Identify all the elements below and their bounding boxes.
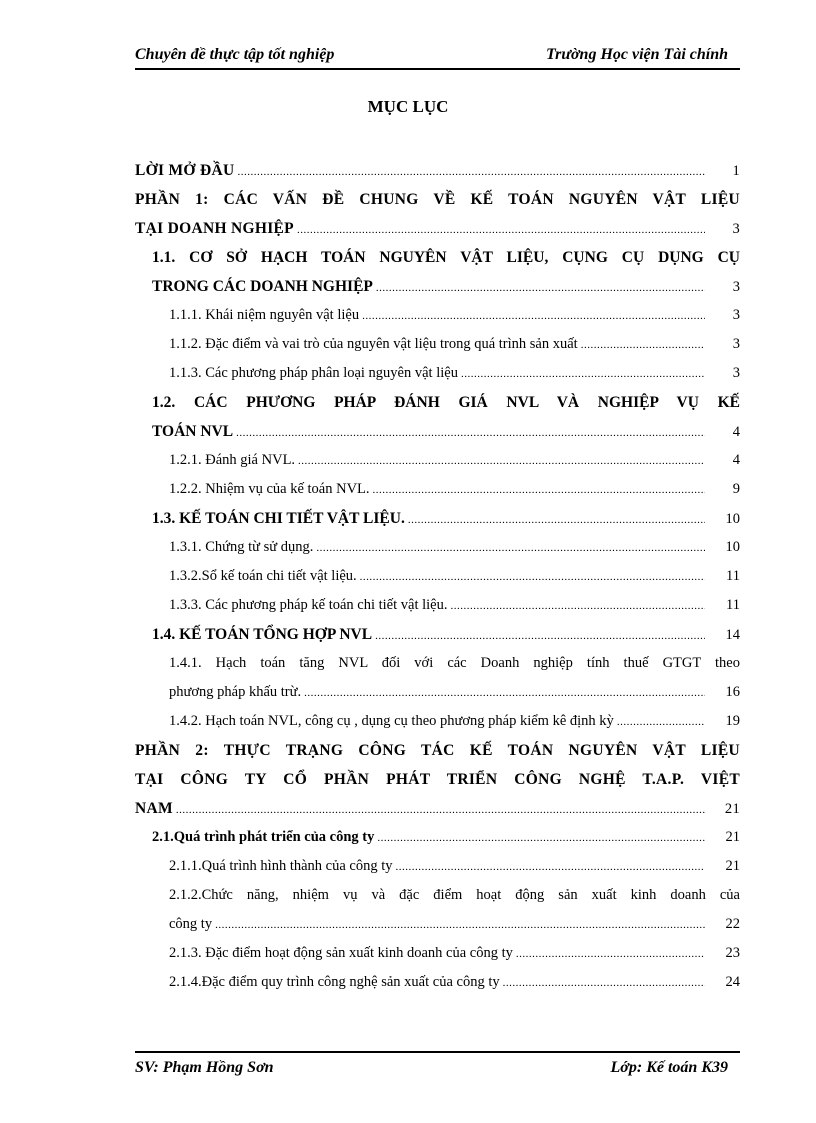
toc-entry — [135, 156, 740, 185]
toc-entry-text: TẠI CÔNG TY CỔ PHẦN PHÁT TRIỂN CÔNG NGHỆ T.A.P. VIỆT — [135, 771, 740, 788]
toc-page-number: 16 — [725, 684, 740, 700]
toc-entry — [135, 939, 740, 968]
toc-page-number: 1 — [732, 163, 740, 179]
toc-page-number: 3 — [732, 279, 740, 295]
toc-page-number: 3 — [732, 221, 740, 237]
toc-page-number: 11 — [726, 597, 740, 613]
toc-leader-dots — [360, 563, 705, 592]
toc-entry-text: PHẦN 2: THỰC TRẠNG CÔNG TÁC KẾ TOÁN NGUYÊN VẬT LIỆU — [135, 742, 740, 759]
toc-page-number: 10 — [725, 511, 740, 527]
toc-leader-dots — [408, 506, 705, 535]
toc-page-number: 9 — [732, 481, 740, 497]
toc-entry — [135, 591, 740, 620]
toc-entry-text: 1.4. KẾ TOÁN TỔNG HỢP NVL — [152, 626, 373, 643]
toc-entry — [135, 562, 740, 591]
toc-entry — [135, 446, 740, 475]
toc-entry — [135, 330, 740, 359]
toc-entry-text: PHẦN 1: CÁC VẤN ĐỀ CHUNG VỀ KẾ TOÁN NGUYÊN VẬT LIỆU — [135, 191, 740, 208]
toc-entry-text: 1.1.2. Đặc điểm và vai trò của nguyên vật liệu trong quá trình sản xuất — [169, 336, 578, 352]
toc-leader-dots — [304, 679, 705, 708]
toc-entry-text: 1.1.1. Khái niệm nguyên vật liệu — [169, 307, 360, 323]
toc-leader-dots — [362, 302, 705, 331]
toc-entry-text: 1.1.3. Các phương pháp phân loại nguyên vật liệu — [169, 365, 458, 381]
toc-entry — [135, 881, 740, 939]
toc-entry — [135, 504, 740, 533]
toc-entry — [135, 185, 740, 243]
toc-entry — [135, 707, 740, 736]
toc-entry — [135, 649, 740, 707]
toc-leader-dots — [236, 419, 705, 448]
header-right-text: Trường Học viện Tài chính — [545, 46, 728, 63]
toc-leader-dots — [377, 824, 705, 853]
toc-page-number: 24 — [725, 974, 740, 990]
toc-leader-dots — [215, 911, 705, 940]
toc-entry — [135, 968, 740, 997]
toc-leader-dots — [176, 796, 705, 825]
toc-leader-dots — [450, 592, 705, 621]
page-footer — [135, 1051, 740, 1077]
toc-entry — [135, 533, 740, 562]
toc-entry-text: 2.1.4.Đặc điểm quy trình công nghệ sản xuất của công ty — [169, 974, 500, 990]
toc-entry — [135, 823, 740, 852]
toc-entry-text: 2.1.2.Chức năng, nhiệm vụ và đặc điểm hoạt động sản xuất kinh doanh của — [169, 887, 740, 903]
toc-entry-text: 1.4.2. Hạch toán NVL, công cụ , dụng cụ theo phương pháp kiểm kê định kỳ — [169, 713, 614, 729]
toc-leader-dots — [461, 360, 705, 389]
toc-entry-text: 1.3.3. Các phương pháp kế toán chi tiết vật liệu. — [169, 597, 448, 613]
toc-entry-text: 2.1.1.Quá trình hình thành của công ty — [169, 858, 393, 874]
toc-leader-dots — [297, 216, 705, 245]
header-left-text: Chuyên đề thực tập tốt nghiệp — [135, 46, 335, 63]
toc-entry-text: 1.3. KẾ TOÁN CHI TIẾT VẬT LIỆU. — [152, 510, 405, 527]
toc-entry — [135, 359, 740, 388]
page-header — [135, 44, 740, 70]
toc-page-number: 4 — [732, 452, 740, 468]
toc-entry — [135, 620, 740, 649]
footer-left-text: SV: Phạm Hồng Sơn — [135, 1059, 274, 1076]
toc-entry-text: 1.3.2.Sổ kế toán chi tiết vật liệu. — [169, 568, 357, 584]
toc-page-number: 3 — [732, 336, 740, 352]
toc-entry — [135, 301, 740, 330]
toc-leader-dots — [503, 969, 705, 998]
toc-page-number: 23 — [725, 945, 740, 961]
toc-entry-text: công ty — [169, 916, 213, 932]
toc-entry-text: 1.2. CÁC PHƯƠNG PHÁP ĐÁNH GIÁ NVL VÀ NGHIỆP VỤ KẾ — [152, 394, 740, 411]
toc-entry — [135, 736, 740, 823]
toc-page-number: 3 — [732, 307, 740, 323]
toc-page-number: 21 — [724, 801, 740, 817]
toc-entry-text: 2.1.3. Đặc điểm hoạt động sản xuất kinh doanh của công ty — [169, 945, 513, 961]
footer-right-text: Lớp: Kế toán K39 — [610, 1059, 728, 1076]
toc-entry-text: TRONG CÁC DOANH NGHIỆP — [152, 278, 373, 295]
toc-leader-dots — [516, 940, 705, 969]
toc-entry — [135, 475, 740, 504]
toc-entry-text: 1.4.1. Hạch toán tăng NVL đối với các Doanh nghiệp tính thuế GTGT theo — [169, 655, 740, 671]
toc-entry-text: 2.1.Quá trình phát triển của công ty — [152, 829, 375, 845]
toc-page-number: 19 — [725, 713, 740, 729]
toc-page-number: 11 — [726, 568, 740, 584]
toc-leader-dots — [373, 476, 705, 505]
toc-entry-text: phương pháp khấu trừ. — [169, 684, 302, 700]
toc-page-number: 21 — [725, 858, 740, 874]
toc-page-number: 3 — [732, 365, 740, 381]
toc-entry — [135, 388, 740, 446]
toc-leader-dots — [237, 158, 705, 187]
toc-leader-dots — [316, 534, 705, 563]
toc-entry — [135, 852, 740, 881]
toc-leader-dots — [617, 708, 705, 737]
toc-page-number: 21 — [725, 829, 740, 845]
toc-entry-text: TẠI DOANH NGHIỆP — [135, 220, 294, 237]
toc-entry-text: TOÁN NVL — [152, 423, 234, 440]
toc-entry-text: LỜI MỞ ĐẦU — [135, 162, 235, 179]
table-of-contents — [135, 156, 740, 997]
toc-page-number: 4 — [732, 424, 740, 440]
toc-entry-text: NAM — [135, 800, 173, 817]
toc-leader-dots — [581, 331, 705, 360]
toc-leader-dots — [396, 853, 706, 882]
toc-entry-text: 1.2.2. Nhiệm vụ của kế toán NVL. — [169, 481, 370, 497]
toc-entry-text: 1.1. CƠ SỞ HẠCH TOÁN NGUYÊN VẬT LIỆU, CỤNG CỤ DỤNG CỤ — [152, 249, 740, 266]
toc-entry-text: 1.2.1. Đánh giá NVL. — [169, 452, 296, 468]
toc-leader-dots — [376, 274, 705, 303]
toc-page-number: 14 — [725, 627, 740, 643]
toc-page-number: 10 — [725, 539, 740, 555]
toc-entry-text: 1.3.1. Chứng từ sử dụng. — [169, 539, 314, 555]
toc-entry — [135, 243, 740, 301]
toc-page-number: 22 — [725, 916, 740, 932]
toc-leader-dots — [298, 447, 705, 476]
toc-leader-dots — [375, 622, 705, 651]
toc-title: MỤC LỤC — [367, 97, 449, 116]
